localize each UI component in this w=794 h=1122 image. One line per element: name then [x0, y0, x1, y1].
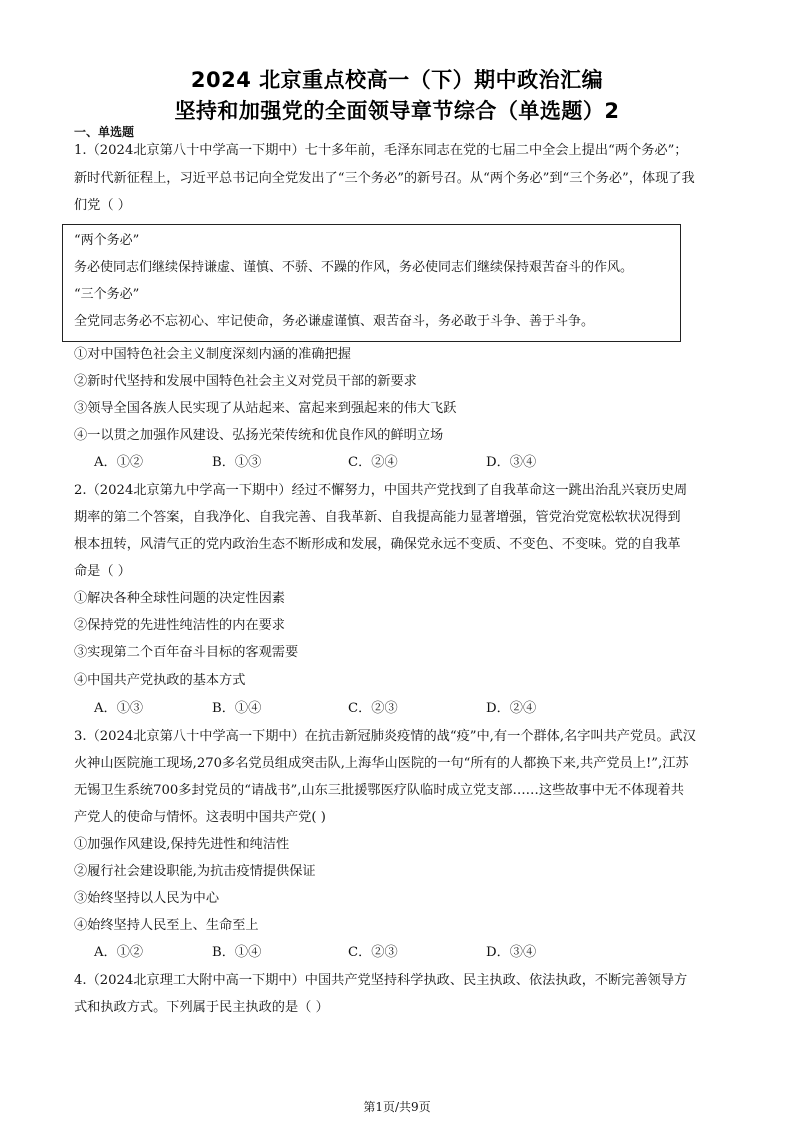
question-1-statement: ①对中国特色社会主义制度深刻内涵的准确把握	[74, 347, 351, 362]
option-d[interactable]: D．③④	[486, 945, 537, 960]
question-2-stem-line: 期率的第二个答案，自我净化、自我完善、自我革新、自我提高能力显著增强，管党治党宽松软状况得到	[74, 510, 681, 525]
question-4-stem-line: 4.（2024北京理工大附中高一下期中）中国共产党坚持科学执政、民主执政、依法执政，不断完善领导方	[74, 973, 688, 988]
option-b[interactable]: B．①③	[212, 455, 262, 470]
question-3-statement: ①加强作风建设,保持先进性和纯洁性	[74, 837, 290, 852]
question-3-stem-line: 产党人的使命与情怀。这表明中国共产党( )	[74, 810, 326, 825]
option-a[interactable]: A．①②	[94, 945, 144, 960]
question-1-statement: ④一以贯之加强作风建设、弘扬光荣传统和优良作风的鲜明立场	[74, 428, 444, 443]
quote-box-line: “三个务必”	[74, 287, 140, 302]
quote-box-line: 务必使同志们继续保持谦虚、谨慎、不骄、不躁的作风，务必使同志们继续保持艰苦奋斗的作风。	[74, 260, 634, 275]
question-1-stem-line: 们党（ ）	[74, 198, 131, 213]
option-b[interactable]: B．①④	[212, 945, 262, 960]
question-3-stem-line: 火神山医院施工现场,270多名党员组成突击队,上海华山医院的一句“所有的人都换下来,共产党员上!”,江苏	[74, 756, 689, 771]
question-3-statement: ②履行社会建设职能,为抗击疫情提供保证	[74, 864, 316, 879]
question-2-statement: ①解决各种全球性问题的决定性因素	[74, 591, 285, 606]
quote-box-line: 全党同志务必不忘初心、牢记使命，务必谦虚谨慎、艰苦奋斗，务必敢于斗争、善于斗争。	[74, 314, 595, 329]
section-heading: 一、单选题	[74, 125, 135, 139]
page-subtitle: 坚持和加强党的全面领导章节综合（单选题）2	[174, 99, 620, 123]
question-3-stem-line: 3.（2024北京第八十中学高一下期中）在抗击新冠肺炎疫情的战“疫”中,有一个群体,名字叫共产党员。武汉	[74, 729, 696, 744]
question-3-stem-line: 无锡卫生系统700多封党员的“请战书”,山东三批援鄂医疗队临时成立党支部……这些故事中无不体现着共	[74, 783, 684, 798]
option-d[interactable]: D．②④	[486, 701, 537, 716]
page-title: 2024 北京重点校高一（下）期中政治汇编	[190, 68, 604, 92]
question-2-statement: ②保持党的先进性纯洁性的内在要求	[74, 618, 285, 633]
question-1-statement: ③领导全国各族人民实现了从站起来、富起来到强起来的伟大飞跃	[74, 401, 457, 416]
question-3-statement: ③始终坚持以人民为中心	[74, 891, 220, 906]
option-c[interactable]: C．②④	[348, 455, 398, 470]
question-3-statement: ④始终坚持人民至上、生命至上	[74, 918, 259, 933]
quote-box-line: “两个务必”	[74, 233, 140, 248]
question-2-statement: ③实现第二个百年奋斗目标的客观需要	[74, 645, 299, 660]
question-1-stem-line: 1.（2024北京第八十中学高一下期中）七十多年前，毛泽东同志在党的七届二中全会上提出“两个务必”；	[74, 143, 688, 158]
question-1-stem-line: 新时代新征程上，习近平总书记向全党发出了“三个务必”的新号召。从“两个务必”到“三个务必”，体现了我	[74, 171, 695, 186]
option-d[interactable]: D．③④	[486, 455, 537, 470]
question-2-stem-line: 2.（2024北京第九中学高一下期中）经过不懈努力，中国共产党找到了自我革命这一跳出治乱兴衰历史周	[74, 483, 688, 498]
option-a[interactable]: A．①②	[94, 455, 144, 470]
question-2-statement: ④中国共产党执政的基本方式	[74, 673, 246, 688]
option-a[interactable]: A．①③	[94, 701, 144, 716]
question-4-stem-line: 式和执政方式。下列属于民主执政的是（ ）	[74, 1000, 329, 1015]
option-c[interactable]: C．②③	[348, 945, 398, 960]
option-c[interactable]: C．②③	[348, 701, 398, 716]
question-2-stem-line: 命是（ ）	[74, 564, 131, 579]
option-b[interactable]: B．①④	[212, 701, 262, 716]
question-2-stem-line: 根本扭转，风清气正的党内政治生态不断形成和发展，确保党永远不变质、不变色、不变味。党的自我革	[74, 537, 681, 552]
question-1-statement: ②新时代坚持和发展中国特色社会主义对党员干部的新要求	[74, 374, 417, 389]
page-footer: 第1页/共9页	[363, 1100, 431, 1114]
